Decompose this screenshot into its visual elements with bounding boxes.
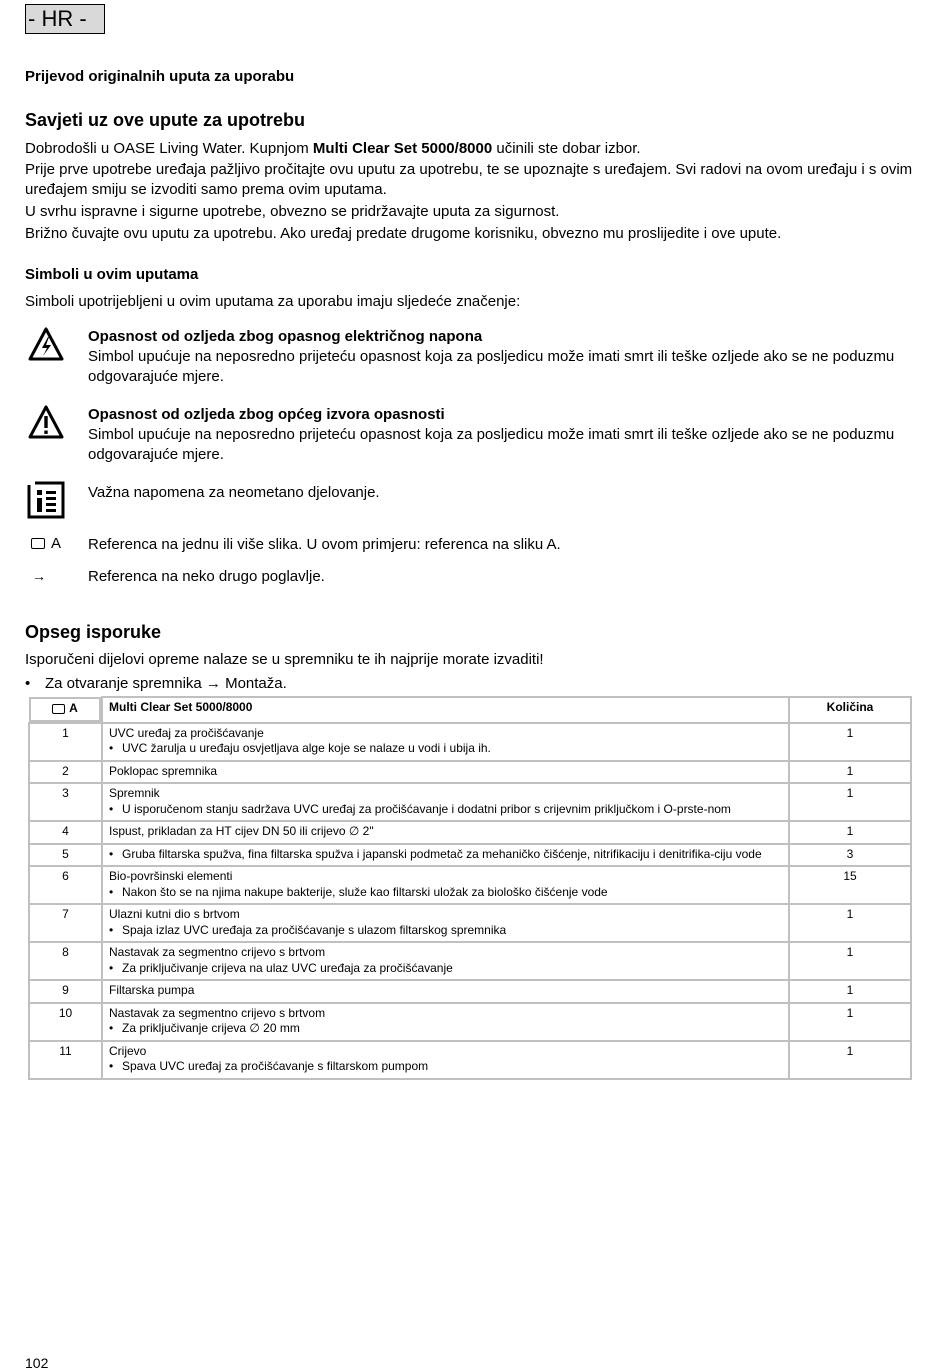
row-position: 6 <box>29 866 102 904</box>
row-detail: • Spaja izlaz UVC uređaja za pročišćavanje s ulazom filtarskog spremnika <box>109 922 507 937</box>
page-number: 102 <box>25 1355 49 1371</box>
figure-frame-icon <box>31 538 45 549</box>
row-title: Bio-površinski elementi <box>109 869 233 883</box>
row-title: Nastavak za segmentno crijevo s brtvom <box>109 1005 326 1020</box>
table-row <box>29 844 911 867</box>
symbols-intro: Simboli upotrijebljeni u ovim uputama za uporabu imaju sljedeće značenje: <box>25 293 521 310</box>
electric-warning-icon <box>27 326 65 362</box>
row-description <box>102 866 789 904</box>
row-position: 10 <box>29 1003 102 1041</box>
row-detail: • Nakon što se na njima nakupe bakterije, služe kao filtarski uložak za biološko čišćenje vode <box>109 884 608 899</box>
table-row <box>29 1003 911 1041</box>
row-title: Crijevo <box>109 1043 147 1058</box>
delivery-intro: Isporučeni dijelovi opreme nalaze se u spremniku te ih najprije morate izvaditi! <box>25 651 544 668</box>
info-note-icon <box>27 481 65 519</box>
row-position: 11 <box>29 1041 102 1079</box>
intro-paragraph-4: Brižno čuvajte ovu uputu za upotrebu. Ako uređaj predate drugome korisniku, obvezno mu proslijedite i ove upute. <box>25 225 782 242</box>
row-description <box>102 980 789 1003</box>
table-row <box>29 761 911 784</box>
row-detail: • Gruba filtarska spužva, fina filtarska spužva i japanski podmetač za mehaničko čišćenje, nitrifikaciju i denitrifika-ciju vode <box>109 846 762 861</box>
row-position: 3 <box>29 783 102 821</box>
symbol-electric-description <box>88 327 918 387</box>
row-description <box>102 761 789 784</box>
row-title: Nastavak za segmentno crijevo s brtvom <box>109 945 326 959</box>
row-quantity: 1 <box>789 980 911 1003</box>
row-description <box>102 1003 789 1041</box>
general-warning-icon <box>27 404 65 440</box>
row-quantity: 1 <box>789 783 911 821</box>
row-title: Poklopac spremnika <box>109 763 218 778</box>
row-title: Ispust, prikladan za HT cijev DN 50 ili crijevo ∅ 2" <box>109 824 374 838</box>
symbol-general-description <box>88 405 918 465</box>
row-description <box>102 844 789 867</box>
table-header-desc: Multi Clear Set 5000/8000 <box>102 697 789 723</box>
row-detail: • Za priključivanje crijeva na ulaz UVC uređaja za pročišćavanje <box>109 960 453 975</box>
document-subtitle: Prijevod originalnih uputa za uporabu <box>25 68 295 85</box>
row-position: 4 <box>29 821 102 844</box>
table-row <box>29 723 911 761</box>
intro-paragraph-3: U svrhu ispravne i sigurne upotrebe, obvezno se pridržavajte uputa za sigurnost. <box>25 203 560 220</box>
row-description <box>102 1041 789 1079</box>
figure-ref-symbol <box>31 535 61 552</box>
row-detail: • UVC žarulja u uređaju osvjetljava alge koje se nalaze u vodi i ubija ih. <box>109 741 491 755</box>
table-row <box>29 980 911 1003</box>
chapter-ref-arrow-icon: → <box>32 568 46 584</box>
product-name: Multi Clear Set 5000/8000 <box>312 140 493 157</box>
figure-frame-icon <box>52 704 65 714</box>
symbol-electric-title: Opasnost od ozljeda zbog opasnog električnog napona <box>88 328 483 345</box>
symbol-general-title: Opasnost od ozljeda zbog općeg izvora opasnosti <box>88 406 445 423</box>
table-header-pos: A <box>29 697 101 722</box>
row-quantity: 1 <box>789 942 911 980</box>
delivery-table <box>28 696 912 1080</box>
symbol-electric-text: Simbol upućuje na neposredno prijeteću opasnost koja za posljedicu može imati smrt ili teške ozljede ako se ne poduzmu odgovarajuće mjere. <box>88 348 895 385</box>
symbols-heading: Simboli u ovim uputama <box>25 266 199 283</box>
row-position: 1 <box>29 723 102 761</box>
table-row <box>29 942 911 980</box>
row-quantity: 1 <box>789 904 911 942</box>
row-quantity: 3 <box>789 844 911 867</box>
table-header-qty: Količina <box>789 697 911 723</box>
row-detail: • U isporučenom stanju sadržava UVC uređaj za pročišćavanje i dodatni pribor s crijevnim priključkom i O-prste-nom <box>109 801 731 816</box>
row-description <box>102 723 789 761</box>
delivery-heading: Opseg isporuke <box>25 622 162 642</box>
chapter-ref-arrow-icon: → <box>205 675 221 692</box>
row-detail: • Za priključivanje crijeva ∅ 20 mm <box>109 1021 300 1035</box>
row-title: Filtarska pumpa <box>109 983 195 997</box>
delivery-bullet: • Za otvaranje spremnika → Montaža. <box>25 675 287 692</box>
row-quantity: 1 <box>789 821 911 844</box>
table-row <box>29 1041 911 1079</box>
row-position: 9 <box>29 980 102 1003</box>
intro-welcome: Dobrodošli u OASE Living Water. Kupnjom Multi Clear Set 5000/8000 učinili ste dobar izbor. <box>25 140 641 157</box>
row-title: UVC uređaj za pročišćavanje <box>109 725 264 740</box>
table-row <box>29 904 911 942</box>
row-quantity: 1 <box>789 761 911 784</box>
intro-heading: Savjeti uz ove upute za upotrebu <box>25 110 306 130</box>
intro-paragraph-2: Prije prve upotrebe uređaja pažljivo pročitajte ovu uputu za upotrebu, te se upoznajte s uređajem. Svi radovi na ovom uređaju i s ovim uređajem smiju se izvoditi samo prema ovim uputama. <box>25 161 913 198</box>
row-position: 8 <box>29 942 102 980</box>
row-quantity: 15 <box>789 866 911 904</box>
figure-ref-label: A <box>51 535 62 552</box>
language-tag: - HR - <box>25 4 105 34</box>
row-position: 2 <box>29 761 102 784</box>
figure-ref-text: Referenca na jednu ili više slika. U ovom primjeru: referenca na sliku A. <box>88 536 561 553</box>
symbol-general-text: Simbol upućuje na neposredno prijeteću opasnost koja za posljedicu može imati smrt ili teške ozljede ako se ne poduzmu odgovarajuće mjere. <box>88 426 895 463</box>
row-quantity: 1 <box>789 723 911 761</box>
chapter-ref-text: Referenca na neko drugo poglavlje. <box>88 568 325 585</box>
table-row <box>29 866 911 904</box>
row-quantity: 1 <box>789 1003 911 1041</box>
row-position: 7 <box>29 904 102 942</box>
row-description <box>102 904 789 942</box>
row-description <box>102 783 789 821</box>
table-header-row <box>29 697 911 723</box>
row-description <box>102 821 789 844</box>
row-description <box>102 942 789 980</box>
table-row <box>29 821 911 844</box>
row-title: Ulazni kutni dio s brtvom <box>109 907 240 921</box>
row-title: Spremnik <box>109 786 160 800</box>
row-quantity: 1 <box>789 1041 911 1079</box>
row-detail: • Spava UVC uređaj za pročišćavanje s filtarskom pumpom <box>109 1059 429 1073</box>
row-position: 5 <box>29 844 102 867</box>
symbol-info-text: Važna napomena za neometano djelovanje. <box>88 484 380 501</box>
table-row <box>29 783 911 821</box>
